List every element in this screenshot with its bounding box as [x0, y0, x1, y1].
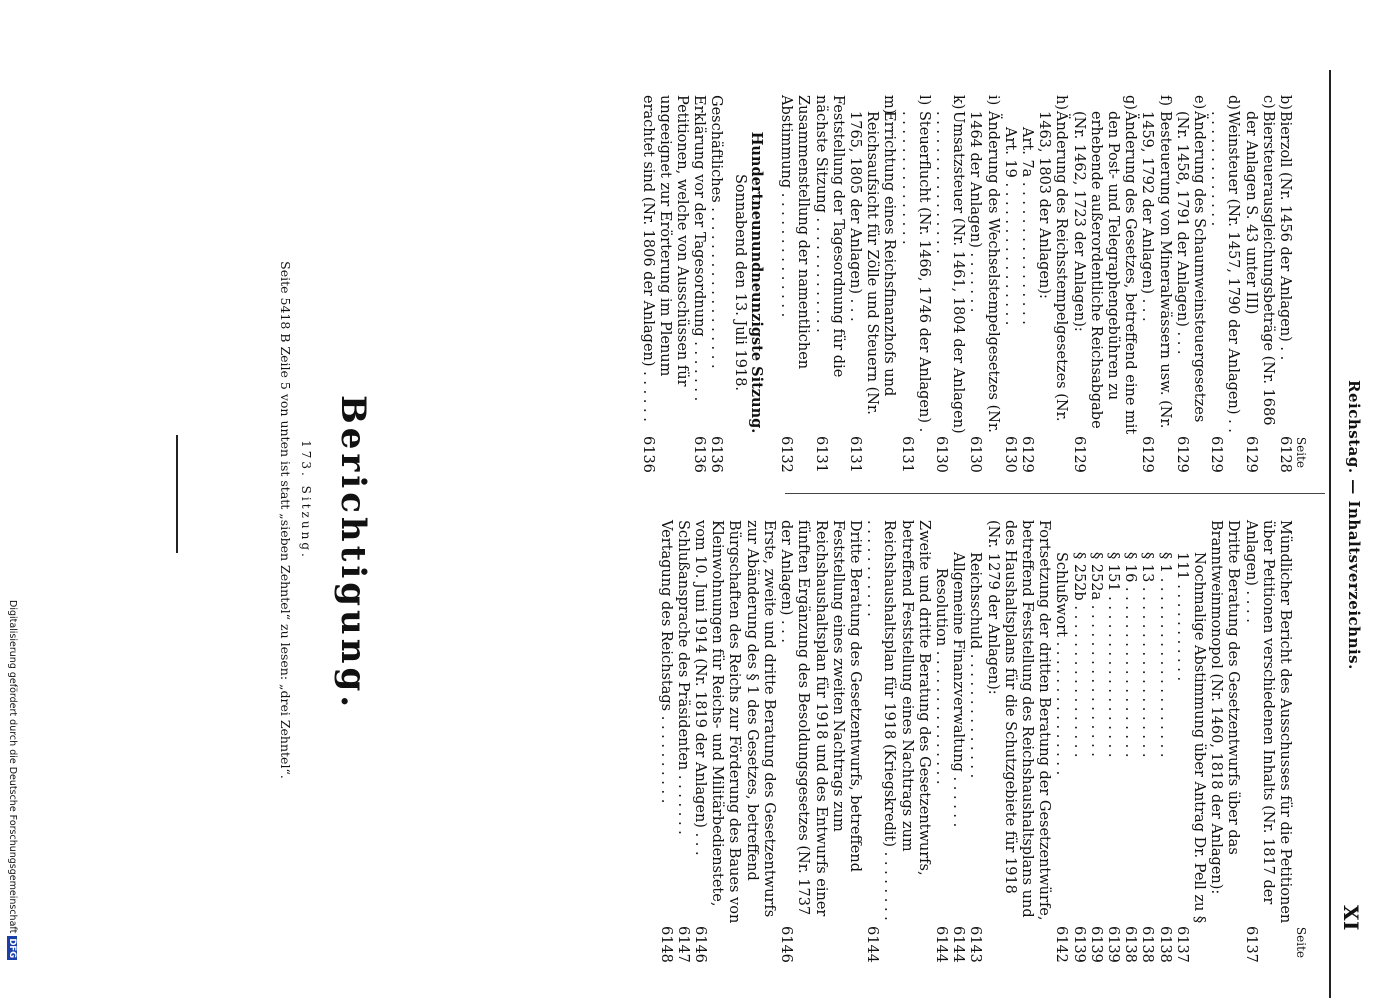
toc-entry-text: Änderung des Wechselstempelgesetzes (Nr. 1464 der Anlagen) . . . . . . .	[967, 111, 1001, 433]
toc-entry	[1241, 95, 1276, 473]
toc-entry-marker: i)	[984, 95, 1001, 106]
toc-entry	[1035, 95, 1069, 470]
toc-entry-page: 6131	[846, 436, 863, 473]
toc-entry-page: 6137	[1242, 926, 1259, 963]
toc-entry	[1138, 520, 1156, 963]
session-entries-list	[638, 95, 725, 473]
toc-entry	[811, 95, 846, 473]
toc-entry-text: Resolution . . . . . . . . . . . . . . .	[932, 568, 949, 785]
toc-entry-marker: h)	[1053, 95, 1070, 110]
seite-label: Seite	[1294, 926, 1308, 958]
toc-entry-page: 6138	[1122, 926, 1139, 963]
toc-entry	[949, 520, 967, 963]
toc-entry-marker: g)	[1122, 95, 1139, 110]
toc-entry	[777, 95, 812, 473]
toc-entry-page: 6144	[932, 926, 949, 963]
toc-entry-text: § 1 . . . . . . . . . . . . . . . . . . . .	[1156, 552, 1173, 758]
correction-text: Seite 5418 B Zeile 5 von unten ist statt „sieben Zehntel“ zu lesen: „drei Zehntel“.	[278, 261, 293, 779]
toc-entry	[1104, 520, 1121, 963]
toc-entry-marker: e)	[1190, 95, 1207, 110]
toc-entry-page: 6129	[1173, 436, 1190, 473]
toc-entry	[777, 520, 863, 963]
toc-entry-text: § 13 . . . . . . . . . . . . . . . . . . .	[1139, 552, 1156, 758]
toc-entry	[1155, 520, 1173, 963]
toc-entry	[863, 520, 932, 963]
toc-entry	[674, 520, 691, 963]
toc-entry-text: Fortsetzung der dritten Beratung der Gesetzentwürfe, betreffend Feststellung des Reichshaushaltsplans und des Haushaltsplans für die Schutzgebiete für 1918 (Nr. 1279 der Anlagen):	[984, 520, 1053, 921]
left-entries-list	[777, 95, 1293, 473]
toc-entry-page: 6131	[812, 436, 829, 473]
toc-entry-page: 6129	[1018, 436, 1035, 473]
section-rule	[176, 435, 178, 553]
toc-entry-text: § 252a . . . . . . . . . . . . . . . . .	[1087, 552, 1104, 757]
funding-footer	[4, 600, 18, 1000]
toc-entry-text: Weinsteuer (Nr. 1457, 1790 der Anlagen) . . . . . . . . . . . . . . .	[1208, 111, 1242, 433]
toc-entry	[707, 95, 725, 473]
toc-entry-marker: k)	[950, 95, 967, 110]
toc-entry	[1241, 520, 1293, 963]
toc-entry-text: Besteuerung von Mineralwässern usw. (Nr. 1459, 1792 der Anlagen) . . .	[1139, 111, 1173, 429]
toc-entry-page: 6129	[1208, 436, 1225, 473]
toc-entry	[1173, 520, 1207, 963]
toc-entry-text: Änderung des Gesetzes, betreffend eine mit den Post- und Telegraphengebühren zu erhebende außerordentliche Reichsabgabe (Nr. 1462, 1723 der Anlagen):	[1070, 111, 1139, 435]
correction-title: Berichtigung.	[333, 395, 373, 712]
toc-entry	[966, 95, 1001, 473]
toc-entry-text: Steuerflucht (Nr. 1466, 1746 der Anlagen) . . . . . . . . . . . . . . . .	[898, 111, 932, 433]
dfg-logo: DFG	[7, 938, 17, 959]
toc-entry-page: 6148	[657, 926, 674, 963]
toc-entry	[1069, 520, 1087, 963]
header-rule	[1329, 70, 1331, 998]
toc-entry	[1052, 520, 1070, 963]
right-entries-list	[656, 520, 1293, 963]
seite-label: Seite	[1294, 436, 1308, 468]
toc-entry-page: 6144	[950, 926, 967, 963]
toc-entry-page: 6142	[1053, 926, 1070, 963]
toc-entry-page: 6129	[1242, 436, 1259, 473]
session-title: Hundertneunundneunzigste Sitzung.	[747, 131, 765, 434]
toc-entry	[691, 520, 777, 963]
toc-entry	[1087, 520, 1104, 963]
toc-entry-text: § 151 . . . . . . . . . . . . . . . . . .	[1104, 552, 1121, 758]
toc-entry-text: Petitionen, welche von Ausschüssen für ungeeignet zur Erörterung im Plenum erachtet sind (Nr. 1806 der Anlagen) . . . . . .	[639, 95, 691, 422]
toc-entry-page: 6139	[1087, 926, 1104, 963]
toc-entry-page: 6129	[1070, 436, 1087, 473]
toc-entry-page: 6144	[864, 926, 881, 963]
left-column	[638, 95, 1309, 473]
toc-entry-text: Geschäftliches . . . . . . . . . . . . . . . . . .	[708, 95, 725, 369]
toc-entry	[1001, 95, 1018, 473]
toc-entry	[846, 95, 898, 473]
toc-entry-text: Erste, zweite und dritte Beratung des Gesetzentwurfs zur Abänderung des § 1 des Gesetzes, betreffend Bürgschaften des Reichs zur Förderung des Baues von Kleinwohnungen für Reichs- und Militärbedienstete, vom 10. Juni 1914 (Nr. 1819 der Anlagen) . . .	[692, 520, 777, 924]
toc-entry-text: Vertagung des Reichstags . . . . . . . . . .	[657, 520, 674, 804]
toc-entry-text: Errichtung eines Reichsfinanzhofs und Reichsaufsicht für Zölle und Steuern (Nr. 1765, 1805 der Anlagen) . . .	[846, 111, 898, 415]
toc-entry	[690, 95, 708, 473]
toc-entry-text: Mündlicher Bericht des Ausschusses für die Petitionen über Petitionen verschiedenen Inhalts (Nr. 1817 der Anlagen) . . . .	[1242, 520, 1293, 924]
toc-entry	[656, 520, 674, 963]
correction-session: 173. Sitzung.	[299, 440, 313, 560]
page-number: XI	[1339, 905, 1363, 931]
toc-entry-text: Änderung des Reichsstempelgesetzes (Nr. 1463, 1803 der Anlagen):	[1036, 111, 1070, 422]
toc-entry	[1276, 95, 1293, 473]
toc-entry-page: 6130	[1001, 436, 1018, 473]
toc-entry	[1018, 95, 1035, 473]
toc-entry	[966, 520, 984, 963]
toc-entry	[1173, 95, 1207, 473]
toc-entry-page: 6130	[967, 436, 984, 473]
toc-entry	[1138, 95, 1173, 473]
session-date: Sonnabend den 13. Juli 1918.	[731, 173, 748, 392]
toc-entry	[932, 520, 949, 963]
toc-entry-page: 6143	[967, 926, 984, 963]
toc-entry-text: Umsatzsteuer (Nr. 1461, 1804 der Anlagen) . . . . . . . . . . . . . . . .	[932, 111, 967, 434]
toc-entry-marker: b)	[1277, 95, 1293, 110]
toc-entry-text: § 252b . . . . . . . . . . . . . . . . .	[1070, 552, 1087, 758]
toc-entry-marker: f)	[1156, 95, 1173, 107]
toc-entry-page: 6129	[1139, 436, 1156, 473]
toc-entry-page: 6136	[639, 436, 656, 473]
toc-entry-marker: d)	[1225, 95, 1242, 110]
toc-entry	[638, 95, 691, 473]
toc-entry-text: Feststellung der Tagesordnung für die nächste Sitzung . . . . . . . . . . . . .	[812, 95, 846, 378]
toc-entry-text: Änderung des Schaumweinsteuergesetzes (Nr. 1458, 1791 der Anlagen) . . .	[1173, 111, 1207, 423]
toc-entry-page: 6136	[691, 436, 708, 473]
toc-entry	[932, 95, 967, 473]
toc-entry-text: Reichsschuld . . . . . . . . . . . . . .	[967, 552, 984, 779]
right-column	[656, 520, 1309, 963]
toc-entry-marker: c)	[1259, 95, 1276, 109]
toc-entry	[983, 520, 1052, 960]
column-divider	[785, 493, 1325, 494]
toc-entry-text: Schlußwort . . . . . . . . . . . . . . .	[1053, 552, 1070, 776]
toc-entry	[1207, 95, 1242, 473]
toc-entry-page: 6136	[708, 436, 725, 473]
toc-entry	[1121, 520, 1139, 963]
toc-entry-page: 6139	[1070, 926, 1087, 963]
toc-entry-page: 6139	[1104, 926, 1121, 963]
toc-entry-page: 6130	[932, 436, 949, 473]
toc-entry-text: Dritte Beratung des Gesetzentwurfs, betreffend Feststellung eines zweiten Nachtrags zum Reichshaushaltsplan für 1918 und des Entwurfs einer fünften Ergänzung des Besoldungsgesetzes (Nr. 1737 der Anlagen) . . .	[778, 520, 863, 917]
toc-entry-page: 6146	[692, 926, 709, 963]
toc-entry-text: § 16 . . . . . . . . . . . . . . . . . . .	[1122, 552, 1139, 758]
toc-entry-page: 6138	[1139, 926, 1156, 963]
toc-entry-page: 6128	[1277, 436, 1293, 473]
page-header-title: Reichstag. — Inhaltsverzeichnis.	[1345, 380, 1363, 670]
toc-entry-marker: m)	[881, 95, 898, 115]
toc-entry-text: Allgemeine Finanzverwaltung . . . . . .	[950, 552, 967, 828]
toc-entry	[1069, 95, 1139, 473]
toc-entry-page: 6132	[778, 436, 795, 473]
toc-entry-text: Biersteuerausgleichungsbeträge (Nr. 1686 der Anlagen S. 43 unter III)	[1242, 111, 1276, 426]
funding-note: Digitalisierung gefördert durch die Deutsche Forschungsgemeinschaft	[7, 600, 18, 934]
toc-entry-text: Nochmalige Abstimmung über Antrag Dr. Pell zu § 111 . . . . . . . . . . .	[1173, 552, 1207, 924]
toc-entry-page: 6131	[898, 436, 915, 473]
toc-entry-page: 6137	[1173, 926, 1190, 963]
toc-entry-marker: l)	[915, 95, 932, 106]
toc-entry	[1207, 520, 1241, 960]
toc-entry-text: Zusammenstellung der namentlichen Abstimmung . . . . . . . . . . . . . .	[778, 95, 812, 370]
toc-entry-text: Art. 19 . . . . . . . . . . . . . . . .	[1001, 127, 1018, 326]
toc-entry-text: Schlußansprache des Präsidenten . . . . . . .	[674, 520, 691, 835]
toc-entry-page: 6138	[1156, 926, 1173, 963]
toc-entry-text: Dritte Beratung des Gesetzentwurfs über das Branntweinmonopol (Nr. 1460, 1818 der Anlagen):	[1208, 520, 1242, 895]
toc-entry	[897, 95, 932, 473]
toc-entry-text: Erklärung vor der Tagesordnung . . . . . . .	[691, 95, 708, 402]
toc-entry-page: 6147	[674, 926, 691, 963]
toc-entry-text: Bierzoll (Nr. 1456 der Anlagen) . .	[1277, 111, 1293, 361]
toc-entry-text: Zweite und dritte Beratung des Gesetzentwurfs, betreffend Feststellung eines Nachtrags zum Reichshaushaltsplan für 1918 (Kriegskredit) . . . . . . . . . . . . . . . . . . .	[864, 520, 932, 921]
toc-entry-page: 6146	[778, 926, 795, 963]
toc-entry-text: Art. 7a . . . . . . . . . . . . . . . .	[1018, 127, 1035, 325]
